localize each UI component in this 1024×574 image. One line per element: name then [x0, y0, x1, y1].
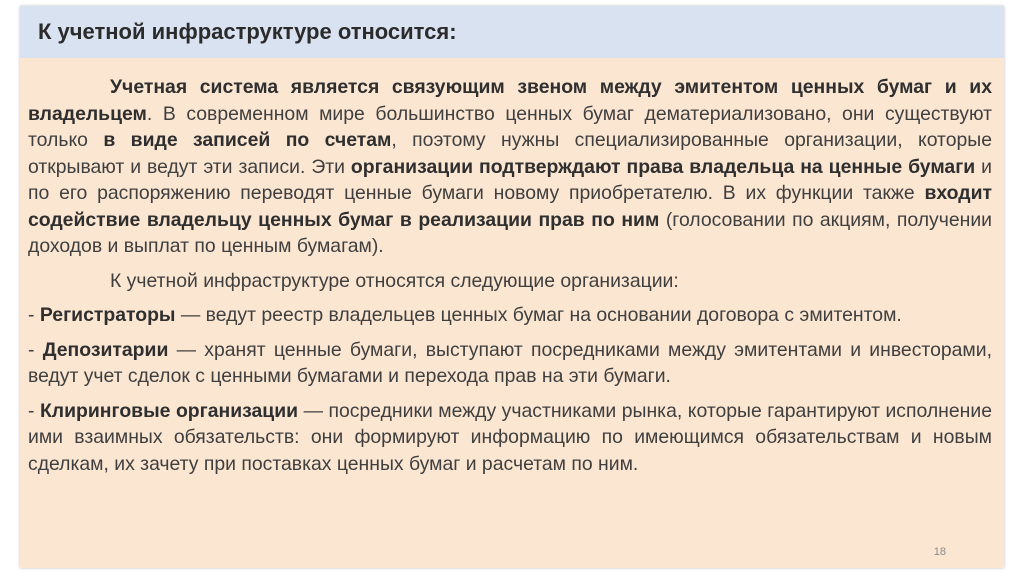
slide-title-colon: :	[449, 19, 457, 44]
list-item-clearing	[28, 398, 992, 478]
list-item-depositories	[28, 337, 992, 390]
intro-bold-7: входит содействие владельцу ценных бумаг в реализации прав по ним	[28, 182, 992, 231]
slide-content	[28, 74, 992, 477]
intro-paragraph	[28, 74, 992, 260]
list-dash: -	[28, 304, 40, 326]
intro-bold-1: Учетная система является связующим звеном между эмитентом ценных бумаг и их владельцем	[28, 76, 992, 125]
intro-text-6: и по его распоряжению переводят ценные бумаги новому приобретателю. В их функции также	[28, 155, 992, 204]
slide-title-text: К учетной инфраструктуре относится	[38, 19, 450, 44]
list-term: Клиринговые организации	[39, 399, 299, 422]
list-text: — хранят ценные бумаги, выступают посредниками между эмитентами и инвесторами, ведут учет сделок с ценными бумагами и перехода прав на эти бумаги.	[28, 338, 992, 387]
list-text: — посредники между участниками рынка, которые гарантируют исполнение ими взаимных обязательств: они формируют информацию по имеющимся обязательствам и новым сделкам, их зачету при поставках ценных бумаг и расчетам по ним.	[28, 399, 992, 475]
intro-text-4: , поэтому нужны специализированные организации, которые открывают и ведут эти записи. Эти	[28, 129, 993, 178]
slide-title	[38, 19, 457, 45]
intro-text-8: (голосовании по акциям, получении доходов и выплат по ценным бумагам).	[28, 208, 992, 257]
list-item-registrars	[28, 302, 992, 329]
title-bar	[20, 6, 1004, 58]
list-dash: -	[28, 399, 40, 422]
list-text: — ведут реестр владельцев ценных бумаг на основании договора с эмитентом.	[175, 304, 902, 326]
list-term: Регистраторы	[39, 304, 176, 326]
slide	[20, 6, 1004, 568]
intro-bold-5: организации подтверждают права владельца на ценные бумаги	[350, 155, 976, 178]
intro-bold-3: в виде записей по счетам	[103, 129, 392, 151]
list-term: Депозитарии	[42, 338, 169, 361]
list-dash: -	[28, 338, 43, 361]
page-number: 18	[933, 546, 946, 558]
intro-text-2: . В современном мире большинство ценных бумаг дематериализовано, они существуют только	[28, 102, 992, 151]
list-intro-paragraph: К учетной инфраструктуре относятся следующие организации:	[110, 269, 679, 292]
